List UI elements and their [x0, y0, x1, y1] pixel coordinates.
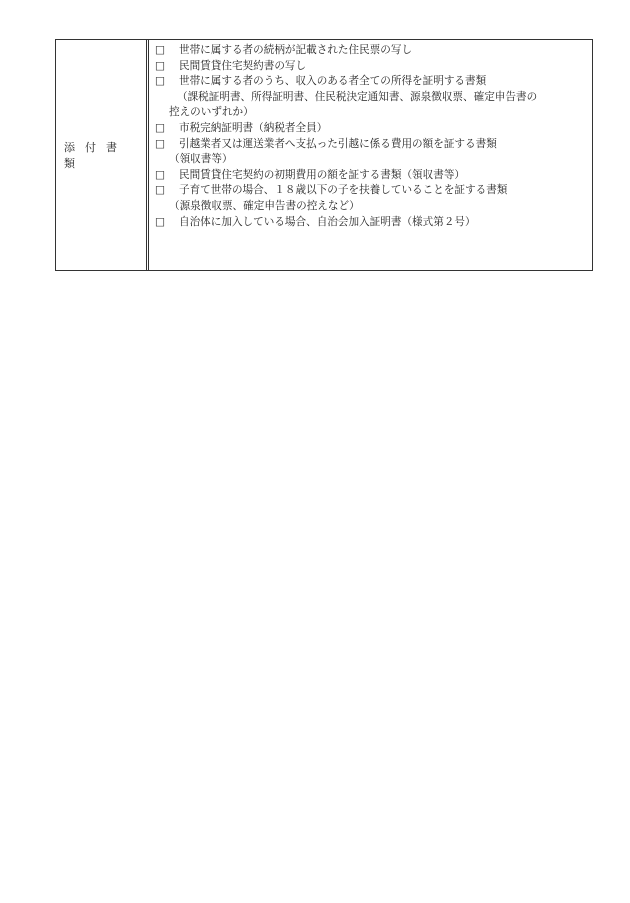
checkbox-icon[interactable]: □	[155, 59, 166, 72]
attachment-item-note: （源泉徴収票、確定申告書の控えなど）	[169, 199, 360, 212]
attachment-item-initial-cost	[155, 168, 588, 184]
attachment-item-rental-contract	[155, 59, 588, 75]
attachment-item-income-proof	[155, 74, 588, 90]
attachment-item-moving-cost	[155, 137, 588, 153]
checkbox-icon[interactable]: □	[155, 121, 166, 134]
checkbox-icon[interactable]: □	[155, 168, 166, 181]
checkbox-icon[interactable]: □	[155, 184, 166, 197]
checkbox-icon[interactable]: □	[155, 215, 166, 228]
attachment-item-residence-certificate	[155, 43, 588, 59]
attachment-item-note: （領収書等）	[169, 153, 233, 166]
attachment-item-text: 自治体に加入している場合、自治会加入証明書（様式第２号）	[179, 215, 476, 228]
attachments-table	[55, 39, 593, 271]
attachment-item-text: 民間賃貸住宅契約の初期費用の額を証する書類（領収書等）	[179, 168, 466, 181]
attachment-item-text: 引越業者又は運送業者へ支払った引越に係る費用の額を証する書類	[179, 137, 497, 150]
attachment-item-tax-payment	[155, 121, 588, 137]
attachment-item-text: 世帯に属する者のうち、収入のある者全ての所得を証明する書類	[179, 75, 487, 88]
checkbox-icon[interactable]: □	[155, 44, 166, 56]
attachment-item-neighborhood-association	[155, 215, 588, 231]
attachments-list	[149, 40, 592, 270]
attachment-item-text: 子育て世帯の場合、１８歳以下の子を扶養していることを証する書類	[179, 184, 508, 197]
attachment-item-note: （課税証明書、所得証明書、住民税決定通知書、源泉徴収票、確定申告書の	[177, 90, 538, 103]
attachment-item-text: 市税完納証明書（納税者全員）	[179, 121, 328, 134]
attachment-item-child-support	[155, 183, 588, 199]
attachment-item-text: 民間賃貸住宅契約書の写し	[179, 59, 307, 72]
checkbox-icon[interactable]: □	[155, 137, 166, 150]
attachment-item-text: 世帯に属する者の続柄が記載された住民票の写し	[179, 44, 413, 56]
attachments-label: 添付書類	[56, 40, 149, 270]
attachment-item-note: 控えのいずれか）	[169, 106, 254, 119]
checkbox-icon[interactable]: □	[155, 75, 166, 88]
